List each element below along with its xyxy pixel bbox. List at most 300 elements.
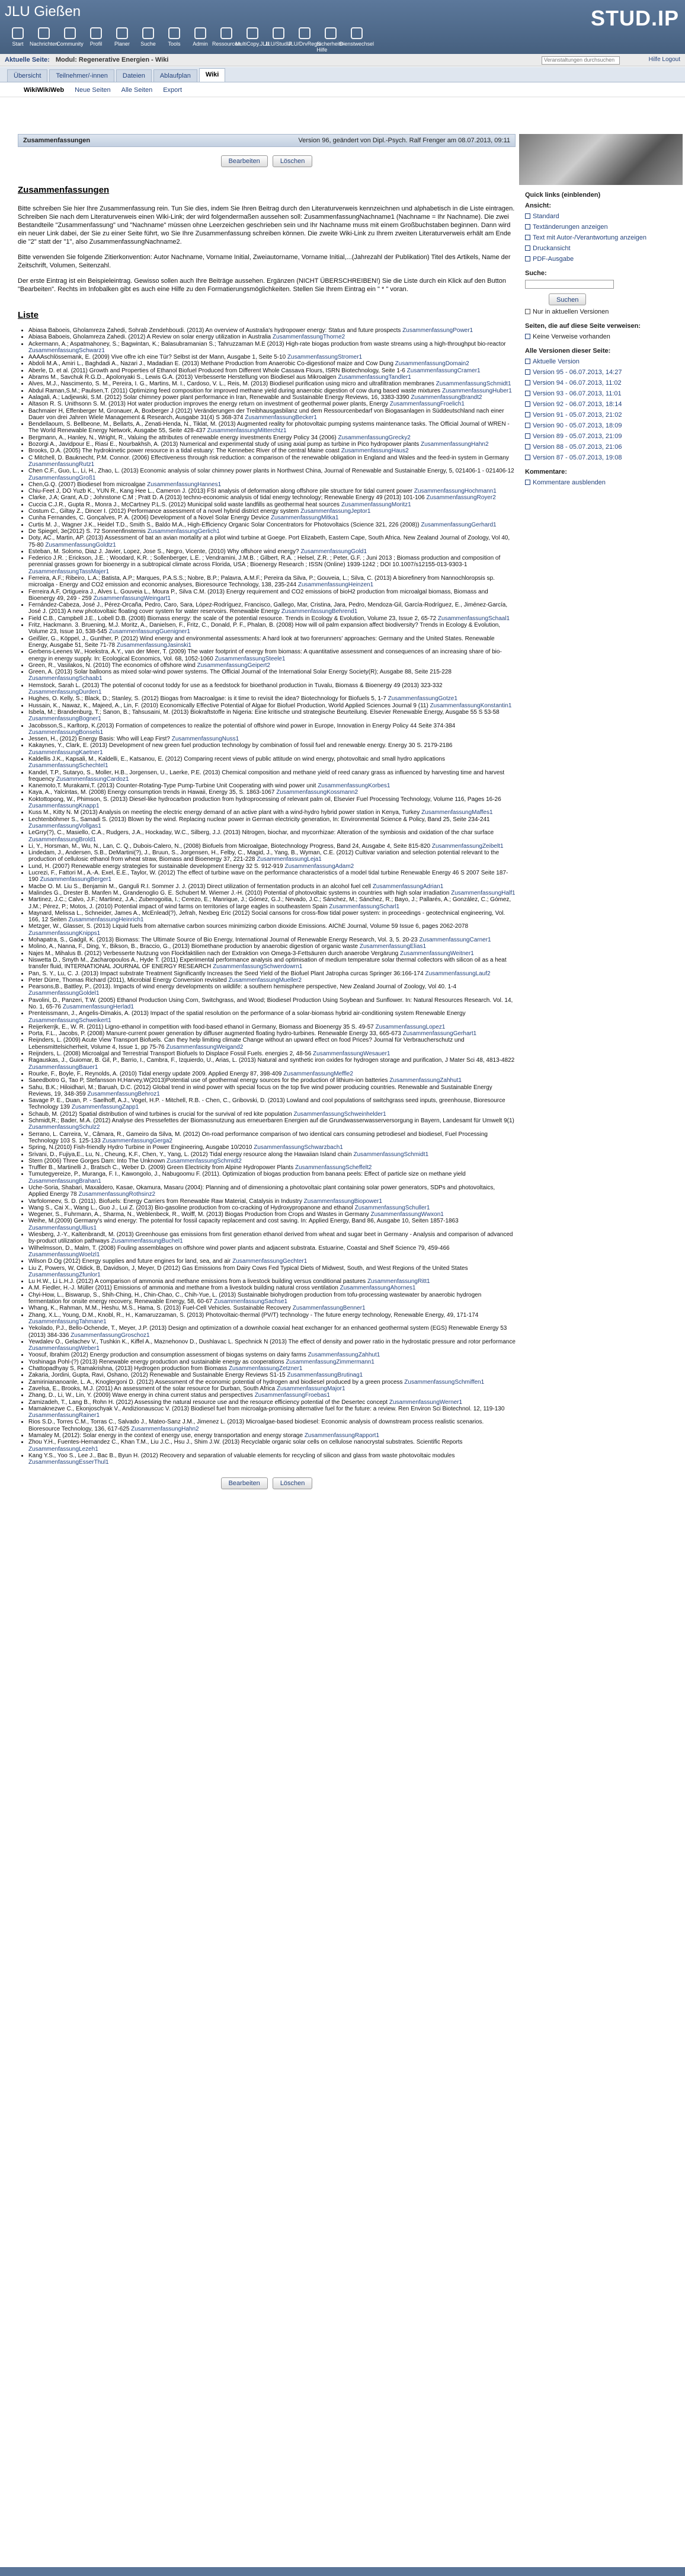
reference-text: Li, Y., Horsman, M., Wu, N., Lan, C. Q., Dubois-Calero, N., (2008) Biofuels from Microalgae, Biotechnology Progress, Band 24, Ausgabe 4, Seite 815-820: [28, 842, 431, 850]
summary-link[interactable]: ZusammenfassungMaffes1: [421, 809, 493, 816]
top-links[interactable]: Hilfe Logout: [648, 56, 680, 63]
list-item: [28, 354, 516, 360]
summary-link[interactable]: ZusammenfassungMajor1: [276, 1385, 345, 1392]
version-icon: [525, 444, 530, 449]
list-item: [28, 488, 516, 494]
bottom-buttons: [18, 1477, 516, 1489]
search-label: Suche:: [525, 270, 547, 277]
summary-link[interactable]: ZusammenfassungGerga2: [102, 1137, 172, 1144]
version-link[interactable]: Version 88 - 05.07.2013, 21:06: [533, 443, 622, 451]
reference-text: Isbela, M.; Brandenburg, T.; Sanon, B.; Tahsusaini, M. (2013) Biokraftstoffe in Nigeria: Eine kritische und strategische Beurteilung. Elsevier Renewable Energy, Ausgabe 55 S 53-58: [28, 708, 500, 716]
version-icon: [525, 359, 530, 364]
list-item: [28, 408, 516, 422]
summary-link[interactable]: ZusammenfassungBehroz1: [87, 1090, 160, 1097]
reference-text: Cuccia C.J.R., Gupta R., Monra J., McCartney P.L.S. (2012) Municipal solid waste landfills as geothermal heat sources: [28, 501, 340, 508]
list-item: [28, 360, 516, 367]
version-item: [519, 431, 683, 442]
list-item: [28, 896, 516, 910]
nav-icon: [38, 27, 50, 39]
version-icon: [525, 369, 530, 375]
list-item: [28, 602, 516, 615]
reference-text: Rios S.D., Torres C.M., Torras C., Salvado J., Mateo-Sanz J.M., Jimenez L. (2013) Microalgae-based biodiesel: Economic analysis of downstream process realistic scenarios. Bioresource Technology, 136, 617-625: [28, 1419, 484, 1432]
version-link[interactable]: Version 87 - 05.07.2013, 19:08: [533, 454, 622, 461]
summary-link[interactable]: ZusammenfassungHahn2: [421, 441, 489, 448]
version-link[interactable]: Version 89 - 05.07.2013, 21:09: [533, 433, 622, 440]
info-icon: [525, 334, 530, 339]
summary-link[interactable]: ZusammenfassungKonstantin1: [430, 702, 512, 709]
summary-link[interactable]: ZusammenfassungHeinzen1: [297, 582, 374, 589]
summary-link[interactable]: ZusammenfassungScharl1: [329, 903, 400, 910]
summary-link[interactable]: ZusammenfassungRothsinz2: [78, 1191, 156, 1198]
summary-link[interactable]: ZusammenfassungGechter1: [232, 1258, 308, 1265]
nav-item[interactable]: [83, 27, 109, 54]
summary-link[interactable]: ZusammenfassungNuss1: [171, 736, 239, 743]
summary-link[interactable]: ZusammenfassungVollgas1: [28, 822, 101, 829]
delete-button-bottom[interactable]: Löschen: [273, 1477, 313, 1489]
summary-link[interactable]: ZusammenfassungGerlich1: [147, 528, 220, 535]
list-item: [28, 515, 516, 521]
summary-link[interactable]: ZusammenfassungTahmane1: [28, 1318, 107, 1325]
summary-link[interactable]: ZusammenfassungTassMajer1: [28, 568, 110, 575]
summary-link[interactable]: ZusammenfassungGotze1: [388, 695, 457, 703]
nav-label: JLU/DrvRegis: [288, 41, 321, 47]
summary-link[interactable]: ZusammenfassungSchmidt1: [353, 1151, 429, 1158]
summary-link[interactable]: ZusammenfassungZeibelt1: [431, 842, 504, 850]
summary-link[interactable]: ZusammenfassungBrold1: [28, 836, 96, 843]
version-icon: [525, 412, 530, 417]
summary-heading: Zusammenfassungen: [18, 185, 110, 195]
summary-link[interactable]: ZusammenfassungBauer1: [28, 1064, 98, 1071]
reference-text: Green, R., Vasilakos, N. (2010) The economics of offshore wind: [28, 662, 196, 669]
summary-link[interactable]: ZusammenfassungThorne2: [272, 334, 345, 341]
current-only-checkbox[interactable]: [525, 309, 530, 314]
citation-paragraph: Bitte verwenden Sie folgende Zitierkonvention: Autor Nachname, Vorname Initial, Zweiautorname, Vorname Initial,...(Jahrezahl der Publikation) Titel des Artikels, Name der Zeitschrift, Volumen, Seitenzahl.: [18, 254, 511, 269]
tab-item[interactable]: Übersicht: [7, 69, 47, 82]
summary-link[interactable]: ZusammenfassungHuber1: [441, 387, 512, 394]
list-item: [28, 1185, 516, 1198]
summary-link[interactable]: ZusammenfassungGroschoz1: [71, 1332, 150, 1339]
list-item: [28, 703, 516, 709]
summary-link[interactable]: ZusammenfassungEsserThul1: [28, 1459, 109, 1466]
reference-text: Martinez, J.C.; Calvo, J.F.; Martinez, J.A.; Zuberogoitia, I.; Cerezo, E.; Manrique, J.; Gómez, G.J.; Nevado, J.C.; Sánchez, M.; Sánchez, R.; Bayo, J.; Pallarés, A.; González, C.; Gómez, J.M.; Pérez, P.; Motos, J. (2010) Potential impact of wind farms on territories of large eagles in southeastern Spain: [28, 896, 511, 910]
nav-item[interactable]: [235, 27, 270, 54]
list-item: [28, 770, 516, 783]
hide-comments[interactable]: Kommentare ausblenden: [533, 479, 606, 486]
summary-link[interactable]: ZusammenfassungSchweinhelder1: [293, 1110, 386, 1118]
version-link[interactable]: Version 94 - 06.07.2013, 11:02: [533, 379, 622, 387]
version-item: [519, 410, 683, 420]
list-item: [28, 636, 516, 649]
reference-text: Reijnders, L. (2008) Microalgal and Terrestrial Transport Biofuels to Displace Fossil Fuels. energies 2, 48-56: [28, 1051, 312, 1058]
list-item: [28, 756, 516, 770]
summary-link[interactable]: ZusammenfassungZetzner1: [228, 1365, 303, 1372]
reference-text: Brooks, D.A. (2005) The hydrokinetic power resource in a tidal estuary: The Kennebec River of the central Maine coast: [28, 448, 340, 455]
nav-item[interactable]: [339, 27, 374, 54]
summary-link[interactable]: ZusammenfassungMoritz1: [341, 501, 411, 508]
nav-item[interactable]: [57, 27, 83, 54]
list-item: [28, 1057, 516, 1071]
summary-link[interactable]: ZusammenfassungLezeh1: [28, 1445, 98, 1453]
view-standard[interactable]: Standard: [533, 213, 559, 220]
reference-text: Hemstock, Sarah L. (2013) The potential of coconut toddy for use as a feedstock for bioethanol production in Tuvalu, Biomass & Bioenergy 49 (2013) 323-332: [28, 682, 443, 689]
summary-link[interactable]: ZusammenfassungGold1: [300, 548, 367, 555]
summary-link[interactable]: ZusammenfassungFroelich1: [389, 401, 465, 408]
summary-link[interactable]: ZusammenfassungKorbes1: [318, 783, 390, 790]
summary-link[interactable]: ZusammenfassungPower1: [402, 327, 473, 334]
reference-text: Truffler B., Martinelli J., Bratsch C., Weber D. (2009) Green Electricity from Alpine Hydropower Plants: [28, 1164, 294, 1172]
reference-text: Clarke, J.A; Grant, A.D ; Johnstone C.M ; Pratt D. A (2013) techno-economic analysis of tidal energy technology; Renewable Energy 49 (2013) 101-106: [28, 494, 425, 502]
list-item: [28, 508, 516, 515]
summary-link[interactable]: ZusammenfassungSchmidt1: [436, 381, 511, 388]
summary-link[interactable]: ZusammenfassungLauf2: [425, 970, 491, 977]
list-item: [28, 368, 516, 374]
summary-link[interactable]: ZusammenfassungSchwarzbach1: [254, 1144, 343, 1151]
wiki-search-button[interactable]: Suchen: [549, 293, 586, 305]
version-link[interactable]: Version 95 - 06.07.2013, 14:27: [533, 369, 622, 376]
university-name: JLU Gießen: [5, 4, 81, 20]
summary-link[interactable]: ZusammenfassungSchmidt2: [167, 1157, 242, 1164]
summary-link[interactable]: ZusammenfassungBrandt2: [411, 394, 482, 401]
print-view[interactable]: Druckansicht: [533, 245, 571, 252]
wiki-search-input[interactable]: [525, 280, 614, 289]
summary-link[interactable]: ZusammenfassungGoldtz1: [45, 541, 116, 548]
summary-link[interactable]: ZusammenfassungHerlad1: [62, 1003, 134, 1010]
reference-text: Federico J.R. ; Erickson, J.E. ; Woodard, K.R. ; Sollenberger, L.E. ; Vendramini, J.M.B. ; Gilbert, R.A. ; Helsel, Z.R. ; Peter, G.F. ; Juni 2013 ; Biomass production and composition of perennial grasses grown for bioenergy in a subtropical climate across Florida, USA ; Bioenergy Research ; ISSN (Online) 1939-1242 ; DOI 10.1007/s12155-013-9303-1: [28, 555, 501, 569]
list-item: [28, 957, 516, 971]
nav-item[interactable]: [187, 27, 213, 54]
reference-text: Ragauskas, J., Guiomar, B. Gil, P., Barrio, I., Cambra, F., Izquierdo, U., Arias, L. (2013) Natural and synthetic iron oxides for hydrogen storage and purification, J Mater Sci 48, 4813-4822: [28, 1057, 515, 1064]
reference-text: C Mitchell, D. Bauknecht, P.M. Connor. (2006) Effectiveness through risk reduction: a comparison of the renewable obligation in England and Wales and the feed-in system in Germany: [28, 454, 509, 461]
version-link[interactable]: Version 91 - 05.07.2013, 21:02: [533, 411, 622, 419]
summary-link[interactable]: ZusammenfassungCarner1: [419, 937, 491, 944]
reference-text: Uche-Soria, Shabari, Maxaldero, Kasae, Okamura, Masaru (2004): Planning and of dimensioning a photovoltaic plant containing solar power generators, SDPs and photovoltaics, Applied Energy 78: [28, 1185, 495, 1198]
nav-icon: [64, 27, 76, 39]
summary-link[interactable]: ZusammenfassungSchwarz1: [28, 347, 105, 354]
summary-link[interactable]: ZusammenfassungKaetner1: [28, 749, 103, 756]
reference-text: Jessen, H., (2012) Energy Basis: Who will Leap First?: [28, 736, 170, 743]
summary-link[interactable]: ZusammenfassungTandler1: [338, 374, 411, 381]
reference-text: Kakaynes, Y., Clark, E. (2013) Development of new green fuel production technology by combination of fossil fuel and renewable energy. Energy 30 S. 2179-2186: [28, 742, 453, 749]
example-paragraph: Der erste Eintrag ist ein Beispieleintrag. Gewisso sollen auch Ihre Beiträge aussehen. Ergänzen (NICHT ÜBERSCHREIBEN!) Sie die Liste durch ein Klick auf den Button "Bearbeiten". Rechts im Infobalken gibt es auch eine Hilfe zu den Formatierungsmöglichkeiten. Stellen Sie Ihrem Eintrag ein " * " voran.: [18, 277, 506, 293]
tab-item[interactable]: Teilnehmer/-innen: [49, 69, 114, 82]
backlinks-label: Seiten, die auf diese Seite verweisen:: [525, 323, 641, 330]
list-item: [28, 1285, 516, 1291]
list-item: [28, 816, 516, 830]
tab-item[interactable]: Dateien: [116, 69, 152, 82]
list-item: [28, 789, 516, 796]
summary-link[interactable]: ZusammenfassungHannes1: [147, 481, 222, 488]
reference-text: Whang, K., Rahman, M.M., Heshu, M.S., Hama, S. (2013) Fuel-Cell Vehicles. Sustainable Recovery: [28, 1305, 291, 1312]
nav-item[interactable]: [288, 27, 321, 54]
nav-icon: [299, 27, 311, 39]
summary-link[interactable]: ZusammenfassungDomain2: [395, 360, 469, 368]
list-item: [28, 870, 516, 883]
list-item: [28, 923, 516, 937]
subnav-item[interactable]: Neue Seiten: [75, 86, 111, 94]
list-item: [28, 977, 516, 984]
nav-icon: [194, 27, 206, 39]
view-changes[interactable]: Textänderungen anzeigen: [533, 224, 608, 231]
summary-link[interactable]: ZusammenfassungZahhut1: [389, 1077, 462, 1084]
summary-link[interactable]: ZusammenfassungWeitner1: [400, 950, 474, 957]
nav-label: Ressourcen: [212, 41, 241, 47]
list-item: [28, 863, 516, 870]
reference-text: Malindes G., Drester B. Manfen M., Grandenoglio G. E. Schubert M. Wiemer J.-H. (2010) Potential of photovoltaic systems in countries with high solar irradiation: [28, 889, 450, 896]
reference-text: Yoosuf, Ibrahim (2012) Energy production and consumption assessment of biogas systems on dairy farms: [28, 1352, 306, 1359]
summary-link[interactable]: ZusammenfassungGrecky2: [338, 434, 411, 441]
list-item: [28, 1386, 516, 1392]
reference-text: Bergmann, A., Hanley, N., Wright, R., Valuing the attributes of renewable energy investments Energy Policy 34 (2006): [28, 434, 337, 441]
nav-item[interactable]: [109, 27, 135, 54]
list-item: [28, 1305, 516, 1311]
list-item: [28, 421, 516, 435]
list-item: [28, 850, 516, 863]
summary-link[interactable]: ZusammenfassungBonsels1: [28, 729, 104, 736]
summary-link[interactable]: ZusammenfassungSteele1: [215, 655, 286, 662]
print-icon: [525, 245, 530, 251]
nav-item[interactable]: [5, 27, 31, 54]
top-buttons: [18, 155, 516, 167]
list-item: [28, 535, 516, 548]
summary-link[interactable]: ZusammenfassungSachse1: [214, 1298, 288, 1305]
summary-link[interactable]: ZusammenfassungLopez1: [375, 1023, 446, 1030]
reference-text: Fernández-Cabeza, José J., Pérez-Orcaña, Pedro, Caro, Sara, López-Rodríguez, Francisco, Gallego, Mar, Cristina, Jara, Pedro, Mendoza-Gil, García-Rodríguez, E., Jiménez-García, José J. (2013) A new photovoltaic floating cover system for water reservoirs. Renewable Energy: [28, 602, 508, 615]
reference-text: Spring, N.(2010) Fish-friendly Hydro Turbine in Power Engineering, Ausgabe 10/2010: [28, 1144, 252, 1151]
version-list: [519, 356, 683, 463]
summary-link[interactable]: ZusammenfassungZfunlor1: [28, 1271, 101, 1278]
search-input[interactable]: Veranstaltungen durchsuchen: [542, 56, 620, 65]
summary-link[interactable]: ZusammenfassungRoyer2: [426, 494, 496, 502]
reference-text: Reijnders, L. (2009) Acute View Transport Biofuels. Can they help limiting climate Change without an upward effect on food Prices? Journal für Verbraucherschutz und Lebensmittelsicherheit, Volume 4, Issue 1, pp 75-76: [28, 1037, 465, 1051]
summary-link[interactable]: ZusammenfassungLeja1: [257, 856, 322, 863]
list-item: [28, 1097, 516, 1111]
summary-link[interactable]: ZusammenfassungBogner1: [28, 716, 101, 723]
reference-text: Aberle, D. et al. (2011) Growth and Properties of Ethanol Biofuel Produced from Different Whole Cassava Flours, ISRN Biotechnology, Seite 1-6: [28, 367, 405, 374]
reference-text: Jacobsson,S., Karltorp, K.(2013) Formation of competences to realize the potential of offshore wind power in Europe, Innovation in Energy Policy 44 Seite 374-384: [28, 722, 456, 729]
summary-link[interactable]: ZusammenfassungCardoz1: [56, 775, 129, 783]
summary-link[interactable]: ZusammenfassungGroß1: [28, 474, 96, 481]
reference-text: Porta, F.L., Jacobs, P. (2008) Manure-current power generation by diffuser augmented floating hydro-turbines. Renewable Energy 33, 665-673: [28, 1030, 401, 1038]
list-item: [28, 1365, 516, 1372]
footer-bar: [0, 2567, 685, 2576]
changes-icon: [525, 224, 530, 229]
summary-link[interactable]: ZusammenfassungWeber1: [28, 1345, 100, 1352]
list-item: [28, 468, 516, 481]
summary-link[interactable]: ZusammenfassungAdam2: [284, 863, 354, 870]
nav-item[interactable]: [135, 27, 161, 54]
summary-link[interactable]: ZusammenfassungAhornes1: [340, 1285, 416, 1292]
quicklinks-label[interactable]: Quick links (einblenden): [525, 191, 601, 199]
summary-link[interactable]: ZusammenfassungMueller2: [228, 976, 302, 984]
summary-link[interactable]: ZusammenfassungSchweikert1: [28, 1017, 111, 1024]
summary-link[interactable]: ZusammenfassungWeigand2: [166, 1043, 244, 1051]
nav-icon: [168, 27, 180, 39]
summary-link[interactable]: ZusammenfassungJasinski1: [116, 641, 191, 649]
summary-link[interactable]: ZusammenfassungUllius1: [28, 1224, 97, 1231]
summary-link[interactable]: ZusammenfassungBecker1: [245, 414, 317, 421]
subnav-item[interactable]: Export: [163, 86, 182, 94]
summary-link[interactable]: ZusammenfassungBehrend1: [281, 608, 358, 615]
list-heading: Liste: [18, 310, 39, 320]
version-item: [519, 420, 683, 431]
summary-link[interactable]: ZusammenfassungWwxon1: [370, 1211, 444, 1218]
reference-text: Green, A. (2013) Solar balloons as mixed solar-wind power systems. The Official Journal of the International Solar Energy Society(R); Ausgabe 88, Seite 215-228: [28, 669, 452, 676]
list-item: [28, 401, 516, 407]
list-item: [28, 1278, 516, 1285]
reference-text: Peter Dürre, Thomas Richard (2011), Microbial Energy Conversion revisited: [28, 976, 227, 984]
no-backlinks: Keine Verweise vorhanden: [533, 333, 610, 340]
summary-link[interactable]: ZusammenfassungBiopower1: [303, 1198, 382, 1205]
edit-button[interactable]: Bearbeiten: [221, 155, 268, 167]
summary-link[interactable]: ZusammenfassungWerner1: [389, 1399, 463, 1406]
summary-link[interactable]: ZusammenfassungRainer1: [28, 1412, 100, 1419]
summary-link[interactable]: ZusammenfassungSchwerdowrn1: [213, 963, 303, 971]
summary-link[interactable]: ZusammenfassungBenner1: [292, 1305, 366, 1312]
list-item: [28, 388, 516, 394]
summary-link[interactable]: ZusammenfassungRutz1: [28, 461, 95, 468]
nav-item[interactable]: [31, 27, 57, 54]
summary-link[interactable]: ZusammenfassungStromer1: [287, 354, 363, 361]
summary-link[interactable]: ZusammenfassungMeffle2: [283, 1070, 353, 1077]
version-link[interactable]: Version 90 - 05.07.2013, 18:09: [533, 422, 622, 429]
summary-link[interactable]: ZusammenfassungMitka1: [270, 515, 339, 522]
summary-link[interactable]: ZusammenfassungBrahan1: [28, 1177, 101, 1185]
nav-icon: [247, 27, 258, 39]
list-item: [28, 1158, 516, 1164]
summary-link[interactable]: ZusammenfassungHeinrich1: [68, 917, 144, 924]
list-item: [28, 1292, 516, 1305]
summary-link[interactable]: ZusammenfassungKossmann2: [276, 789, 358, 796]
summary-link[interactable]: ZusammenfassungKnipps1: [28, 930, 101, 937]
summary-link[interactable]: ZusammenfassungJeptor1: [300, 508, 371, 515]
reference-text: Bendellaoum, S. Bellbeone, M., Bellarts, A., Zenati-Henda, N., Tiklat, M. (2013) Augmented reality for photovoltaic pumping systems maintenance tasks. The Official Journal of WREN - The World Renewable Energy Network, Ausgabe 55, Seite 428-437: [28, 421, 510, 435]
nav-icon: [220, 27, 232, 39]
list-item: [28, 1432, 516, 1439]
summary-link[interactable]: ZusammenfassungGerhart1: [402, 1030, 477, 1038]
view-authors[interactable]: Text mit Autor-/Verantwortung anzeigen: [533, 234, 646, 241]
list-item: [28, 695, 516, 702]
version-link[interactable]: Aktuelle Version: [533, 358, 580, 365]
summary-link[interactable]: ZusammenfassungHochmann1: [414, 488, 497, 495]
subnav-item[interactable]: Alle Seiten: [121, 86, 153, 94]
list-item: [28, 1030, 516, 1037]
reference-text: Chattopadhyay S, Ramakrishna, (2013) Hydrogen production from Biomass: [28, 1365, 228, 1372]
reference-text: Kuss M., Kitty N. M (2013) Analysis on meeting the electric energy demand of an active plant with a wind-hydro hybrid power station in Kenya, Turkey: [28, 809, 420, 816]
summary-link[interactable]: ZusammenfassungSchmiffen1: [404, 1378, 485, 1386]
list-item: [28, 1037, 516, 1051]
summary-link[interactable]: ZusammenfassungZapp1: [71, 1104, 139, 1111]
list-item: [28, 1453, 516, 1466]
nav-icon: [90, 27, 102, 39]
list-item: [28, 502, 516, 508]
pdf-export[interactable]: PDF-Ausgabe: [533, 256, 574, 263]
summary-link[interactable]: ZusammenfassungSchaal1: [437, 615, 510, 622]
summary-link[interactable]: ZusammenfassungSchaab1: [28, 675, 103, 682]
reference-text: Zakaria, Jordini, Gupta, Ravi, Oshano, (2012) Renewable and Sustainable Energy Reviews S1-15: [28, 1372, 286, 1379]
summary-link[interactable]: ZusammenfassungRapport1: [304, 1432, 380, 1439]
summary-link[interactable]: ZusammenfassungGoldel1: [28, 990, 100, 997]
summary-link[interactable]: ZusammenfassungWeingart1: [93, 595, 171, 602]
summary-link[interactable]: ZusammenfassungScheffelt2: [295, 1164, 372, 1172]
list-item: [28, 1071, 516, 1077]
view-icon: [525, 213, 530, 219]
summary-link[interactable]: ZusammenfassungBuchel1: [111, 1238, 183, 1245]
summary-link[interactable]: ZusammenfassungGeipert2: [197, 662, 270, 669]
reference-text: Metzger, W., Glasser, S. (2013) Liquid fuels from alternative carbon sources minimizing carbon dioxide Emissions. AIChE Journal, Volume 59 Issue 6, pages 2062-2078: [28, 923, 469, 930]
reference-text: Yekolado, P.J., Bello-Ochende, T., Meyer, J.P. (2013) Design and optimization of a downhole coaxial heat exchanger for an enhanced geothermal system (EGS) Renewable Energy 53 (2013) 384-336: [28, 1325, 507, 1339]
edit-button-bottom[interactable]: Bearbeiten: [221, 1477, 268, 1489]
reference-text: Cunha Fernandes, C. Gonçalves, P. A. (2006) Development of a Novel Solar Energy Device: [28, 515, 270, 522]
summary-link[interactable]: ZusammenfassungRitt1: [367, 1278, 430, 1285]
version-icon: [525, 433, 530, 439]
reference-text: A.M. Fiedler, H.-J. Müller (2011) Emissions of ammonia and methane from a livestock building natural cross ventilation: [28, 1285, 338, 1292]
version-link[interactable]: Version 93 - 06.07.2013, 11:01: [533, 390, 622, 397]
list-item: [28, 1352, 516, 1358]
reference-text: Zamizadeh, T., Lang B., Rohn H. (2012) Assessing the natural resource use and the resource efficiency potential of the Desertec concept: [28, 1399, 388, 1406]
summary-link[interactable]: ZusammenfassungSchuller1: [354, 1204, 430, 1211]
summary-link[interactable]: ZusammenfassungGuenigner1: [108, 628, 190, 636]
version-icon: [525, 391, 530, 396]
list-item: [28, 1010, 516, 1024]
summary-link[interactable]: ZusammenfassungWoelzl1: [28, 1251, 100, 1258]
list-item: [28, 327, 516, 334]
summary-link[interactable]: ZusammenfassungDurden1: [28, 689, 102, 696]
list-item: [28, 394, 516, 401]
summary-link[interactable]: ZusammenfassungMitterchtz1: [207, 427, 287, 435]
summary-link[interactable]: ZusammenfassungCramer1: [406, 367, 481, 374]
tab-item[interactable]: Wiki: [199, 68, 226, 82]
reference-text: Pan, S. Y., Lu, C. J. (2013) Impact substrate Treatment Significantly Increases the Seed Yield of the Biofuel Plant Jatropha curcas Springer 36:166-174: [28, 970, 424, 977]
summary-link[interactable]: ZusammenfassungZimmermann1: [286, 1358, 374, 1365]
summary-link[interactable]: ZusammenfassungFroebas1: [254, 1392, 330, 1399]
summary-link[interactable]: ZusammenfassungAdrian1: [372, 883, 444, 890]
summary-link[interactable]: ZusammenfassungGerhard1: [421, 521, 497, 528]
list-item: [28, 589, 516, 602]
tab-item[interactable]: Ablaufplan: [153, 69, 197, 82]
summary-link[interactable]: ZusammenfassungHahn2: [131, 1425, 199, 1432]
reference-text: Ackermann, A.; Aspatmahoney, S.; Bagwintan, K.; Balasubramanian S.; Tahruzzaman M.E (2013) High-rate biogas production from waste streams using a high-throughput bio-reactor: [28, 340, 506, 347]
summary-link[interactable]: ZusammenfassungWesauer1: [313, 1051, 390, 1058]
summary-link[interactable]: ZusammenfassungBrutinag1: [287, 1372, 363, 1379]
summary-link[interactable]: ZusammenfassungSchulz2: [28, 1124, 100, 1131]
list-item: [28, 341, 516, 355]
subnav-item[interactable]: WikiWikiWeb: [24, 86, 65, 94]
summary-link[interactable]: ZusammenfassungKnapp1: [28, 803, 100, 810]
reference-text: Liu Z, Powers, W, Oldick, B, Davidson, J, Meyer, D (2012) Gas Emissions from Dairy Cows Fed Typical Diets of Midwest, South, and West Regions of the United States: [28, 1265, 468, 1272]
summary-link[interactable]: ZusammenfassungSchechtel1: [28, 762, 108, 770]
nav-label: Tools: [168, 41, 181, 47]
list-item: [28, 548, 516, 555]
list-item: [28, 883, 516, 890]
summary-link[interactable]: ZusammenfassungHalf1: [451, 889, 516, 896]
version-item: [519, 388, 683, 399]
reference-text: Molino, A., Nanna, F., Ding, Y., Bikson, B., Braccio, G., (2013) Biomethane production by anaerobic digestion of organic waste: [28, 943, 358, 950]
summary-link[interactable]: ZusammenfassungZahhut1: [308, 1352, 380, 1359]
reference-text: Chen C.F., Guo, L., Li, H., Zhao, L. (2013) Economic analysis of solar chimney power plants in Northwest China, Journal of Renewable and Sustainable Energy, 5, 021406-1 - 021406-12: [28, 468, 514, 475]
list-item: [28, 1164, 516, 1171]
summary-link[interactable]: ZusammenfassungBerger1: [40, 876, 112, 883]
delete-button[interactable]: Löschen: [273, 155, 313, 167]
list-item: [28, 1258, 516, 1265]
reference-text: Esteban, M. Solomo, Diaz J. Javier, Lopez, Jose S., Negro, Vicente, (2010) Why offshore wind energy?: [28, 548, 299, 555]
version-link[interactable]: Version 92 - 06.07.2013, 18:14: [533, 401, 622, 408]
summary-link[interactable]: ZusammenfassungElias1: [359, 943, 427, 950]
summary-link[interactable]: ZusammenfassungHaus2: [341, 448, 409, 455]
list-item: [28, 829, 516, 843]
nav-item[interactable]: [161, 27, 187, 54]
reference-text: Chyi-How, L., Biswarup, S., Shih-Ching, H., Chin-Chao, C., Chih-Yue, L. (2013) Sustainable biohydrogen production from tofu-processing wastewater by anaerobic hydrogen fermentation for onsite energy recovery, Renewable Energy, 58, 60-67: [28, 1291, 482, 1305]
reference-text: Zhang, X.L., Young, D.M., Knobl, R., H., Kamaruzzaman, S. (2013) Photovoltaic-thermal (PV/T) technology - The future energy technology, Renewable Energy, 49, 171-174: [28, 1311, 479, 1319]
